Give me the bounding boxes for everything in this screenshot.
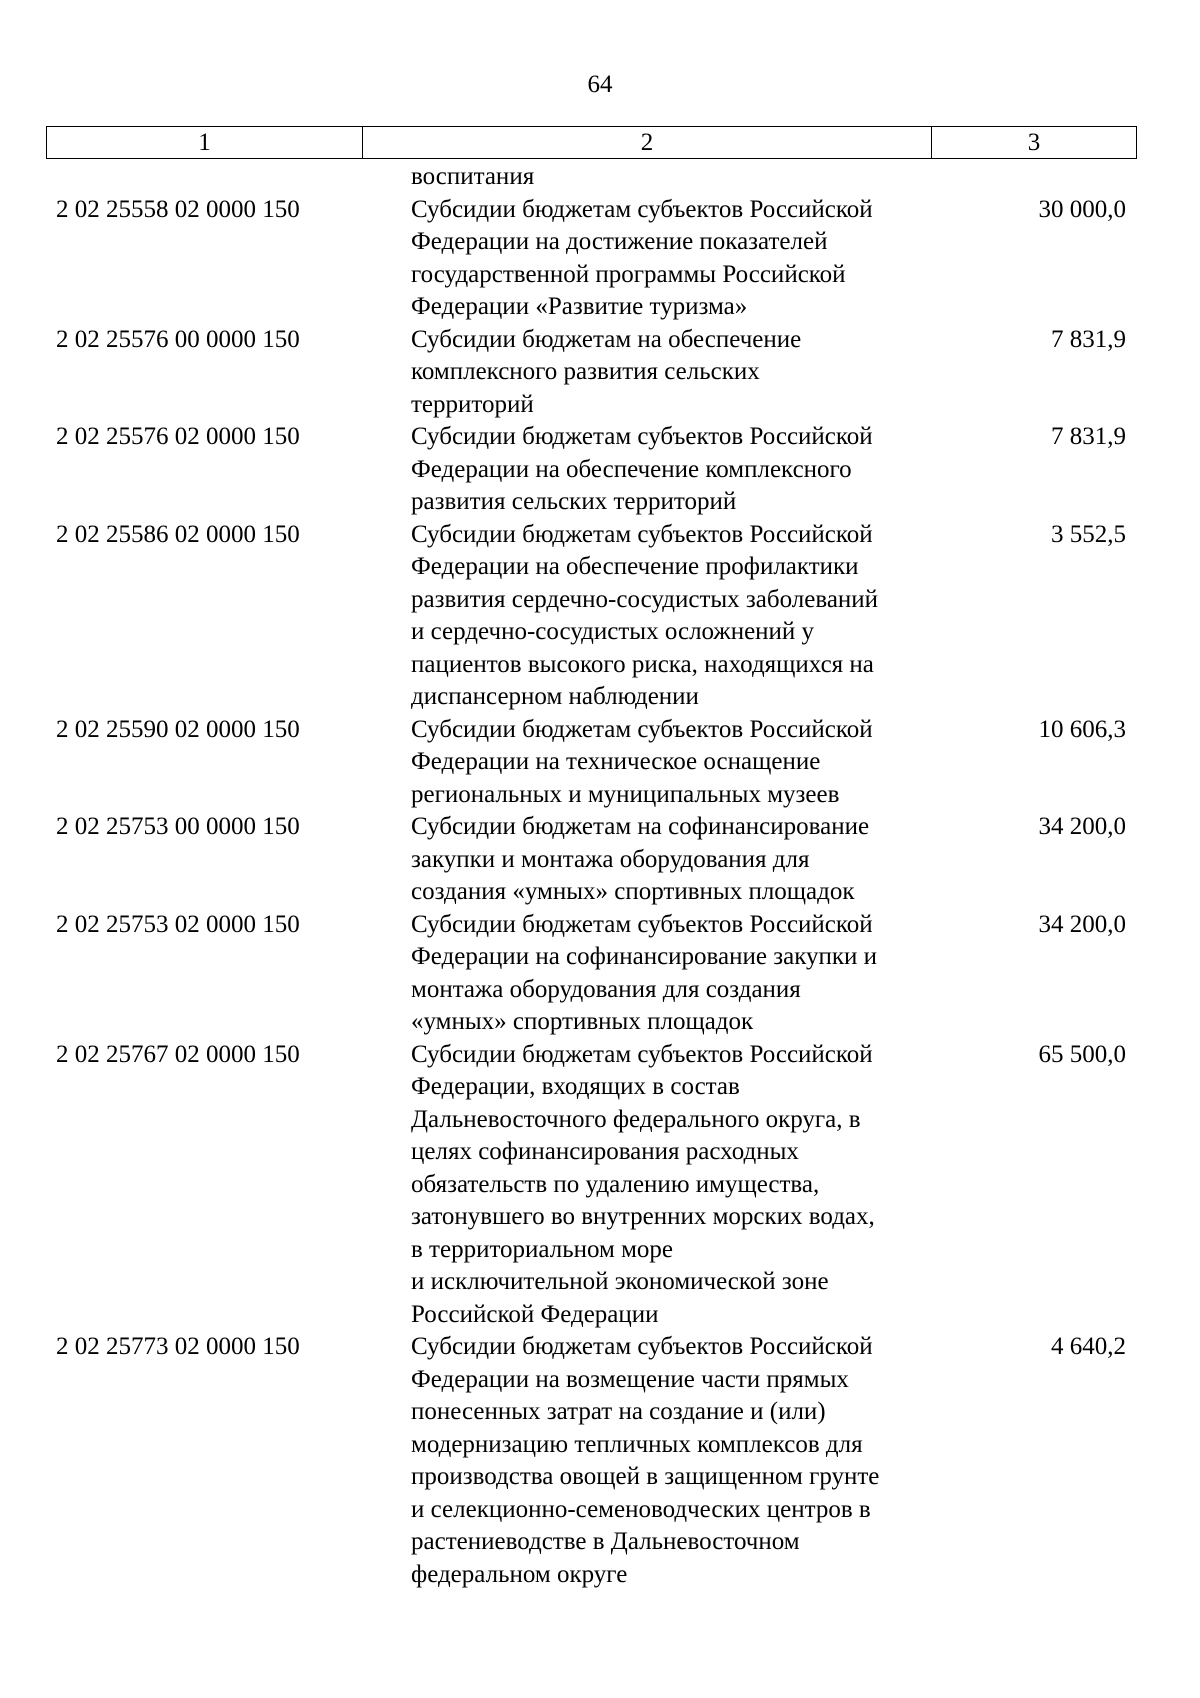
description-line: федеральном округе: [411, 1560, 628, 1588]
budget-code-cell: 2 02 25576 00 0000 150: [56, 325, 300, 353]
description-line: Субсидии бюджетам субъектов Российской: [411, 1040, 873, 1068]
amount-cell: 65 500,0: [1038, 1040, 1126, 1068]
description-line: Дальневосточного федерального округа, в: [411, 1105, 861, 1133]
budget-code-cell: 2 02 25576 02 0000 150: [56, 423, 300, 450]
description-line: Федерации на софинансирование закупки и: [411, 943, 878, 970]
description-line: и исключительной экономической зоне: [411, 1268, 829, 1295]
description-line: комплексного развития сельских: [411, 358, 760, 385]
table-row: [46, 714, 1136, 812]
amount-cell: 7 831,9: [1051, 325, 1126, 353]
table-row: [46, 909, 1136, 1039]
table-row: [46, 1039, 1136, 1332]
description-cell: [402, 811, 971, 909]
description-line: территорий: [411, 390, 534, 418]
description-line: региональных и муниципальных музеев: [411, 780, 840, 808]
budget-code-cell: 2 02 25773 02 0000 150: [56, 1333, 300, 1360]
description-line: затонувшего во внутренних морских водах,: [411, 1203, 875, 1230]
description-line: пациентов высокого риска, находящихся на: [411, 650, 874, 678]
description-line: и сердечно-сосудистых осложнений у: [411, 618, 815, 645]
description-line: модернизацию тепличных комплексов для: [411, 1430, 863, 1458]
description-line: Субсидии бюджетам субъектов Российской: [411, 910, 873, 938]
description-cell: [402, 194, 971, 324]
description-line: «умных» спортивных площадок: [411, 1008, 754, 1035]
amount-cell: 30 000,0: [1038, 195, 1126, 223]
description-line: создания «умных» спортивных площадок: [411, 878, 855, 905]
description-line: Российской Федерации: [411, 1300, 659, 1328]
budget-code-cell: [46, 161, 402, 194]
amount-cell: 34 200,0: [1038, 813, 1126, 840]
description-line: Субсидии бюджетам на обеспечение: [411, 325, 802, 353]
description-line: Федерации на обеспечение комплексного: [411, 455, 852, 483]
description-line: производства овощей в защищенном грунте: [411, 1463, 880, 1490]
amount-cell: 34 200,0: [1038, 910, 1126, 938]
budget-code-cell: 2 02 25753 02 0000 150: [56, 910, 300, 938]
description-line: Субсидии бюджетам субъектов Российской: [411, 715, 873, 743]
budget-code-cell: 2 02 25558 02 0000 150: [56, 195, 300, 223]
table-row: [46, 324, 1136, 422]
table-row: [46, 194, 1136, 324]
description-line: государственной программы Российской: [411, 260, 846, 288]
table-body: [46, 161, 1136, 1591]
description-line: Субсидии бюджетам субъектов Российской: [411, 1333, 873, 1360]
page-number: 64: [587, 71, 613, 98]
description-line: Федерации на обеспечение профилактики: [411, 553, 859, 580]
amount-cell: 4 640,2: [1051, 1333, 1126, 1360]
description-line: Федерации «Развитие туризма»: [411, 293, 748, 320]
budget-code-cell: 2 02 25590 02 0000 150: [56, 715, 300, 743]
description-line: Федерации на возмещение части прямых: [411, 1365, 849, 1393]
description-cell: [402, 714, 971, 812]
amount-cell: 7 831,9: [1051, 423, 1126, 450]
description-line: и селекционно-семеноводческих центров в: [411, 1495, 871, 1523]
table-row: [46, 161, 1136, 194]
column-header-1: 1: [47, 127, 363, 159]
table-header: [46, 126, 1137, 159]
description-cell: [402, 1039, 971, 1332]
amount-cell: 10 606,3: [1038, 715, 1126, 743]
description-line: Субсидии бюджетам субъектов Российской: [411, 520, 873, 548]
description-line: развития сельских территорий: [411, 488, 737, 515]
description-cell: [402, 909, 971, 1039]
table-row: [46, 421, 1136, 519]
description-line: монтажа оборудования для создания: [411, 975, 801, 1003]
description-line: понесенных затрат на создание и (или): [411, 1398, 826, 1425]
description-line: воспитания: [411, 163, 535, 190]
budget-code-cell: 2 02 25753 00 0000 150: [56, 813, 300, 840]
table-row: [46, 1331, 1136, 1591]
table-row: [46, 811, 1136, 909]
amount-cell: [971, 161, 1136, 194]
description-line: целях софинансирования расходных: [411, 1138, 799, 1165]
table-row: [46, 519, 1136, 714]
description-line: Субсидии бюджетам субъектов Российской: [411, 195, 873, 223]
description-line: Субсидии бюджетам субъектов Российской: [411, 423, 873, 450]
description-line: Федерации на техническое оснащение: [411, 748, 821, 775]
description-cell: [402, 519, 971, 714]
column-header-2: 2: [363, 127, 932, 159]
budget-code-cell: 2 02 25767 02 0000 150: [56, 1040, 300, 1068]
description-line: обязательств по удалению имущества,: [411, 1170, 820, 1198]
budget-code-cell: 2 02 25586 02 0000 150: [56, 520, 300, 548]
description-line: Федерации на достижение показателей: [411, 228, 828, 255]
description-line: диспансерном наблюдении: [411, 683, 699, 710]
description-line: растениеводстве в Дальневосточном: [411, 1528, 800, 1555]
amount-cell: 3 552,5: [1051, 520, 1126, 548]
description-cell: [402, 324, 971, 422]
description-cell: [402, 1331, 971, 1591]
description-line: развития сердечно-сосудистых заболеваний: [411, 585, 879, 613]
description-line: Субсидии бюджетам на софинансирование: [411, 813, 870, 840]
description-line: закупки и монтажа оборудования для: [411, 845, 810, 873]
description-cell: [402, 421, 971, 519]
description-line: Федерации, входящих в состав: [411, 1073, 740, 1100]
description-line: в территориальном море: [411, 1235, 674, 1263]
column-header-3: 3: [932, 127, 1137, 159]
description-cell: [402, 161, 971, 194]
